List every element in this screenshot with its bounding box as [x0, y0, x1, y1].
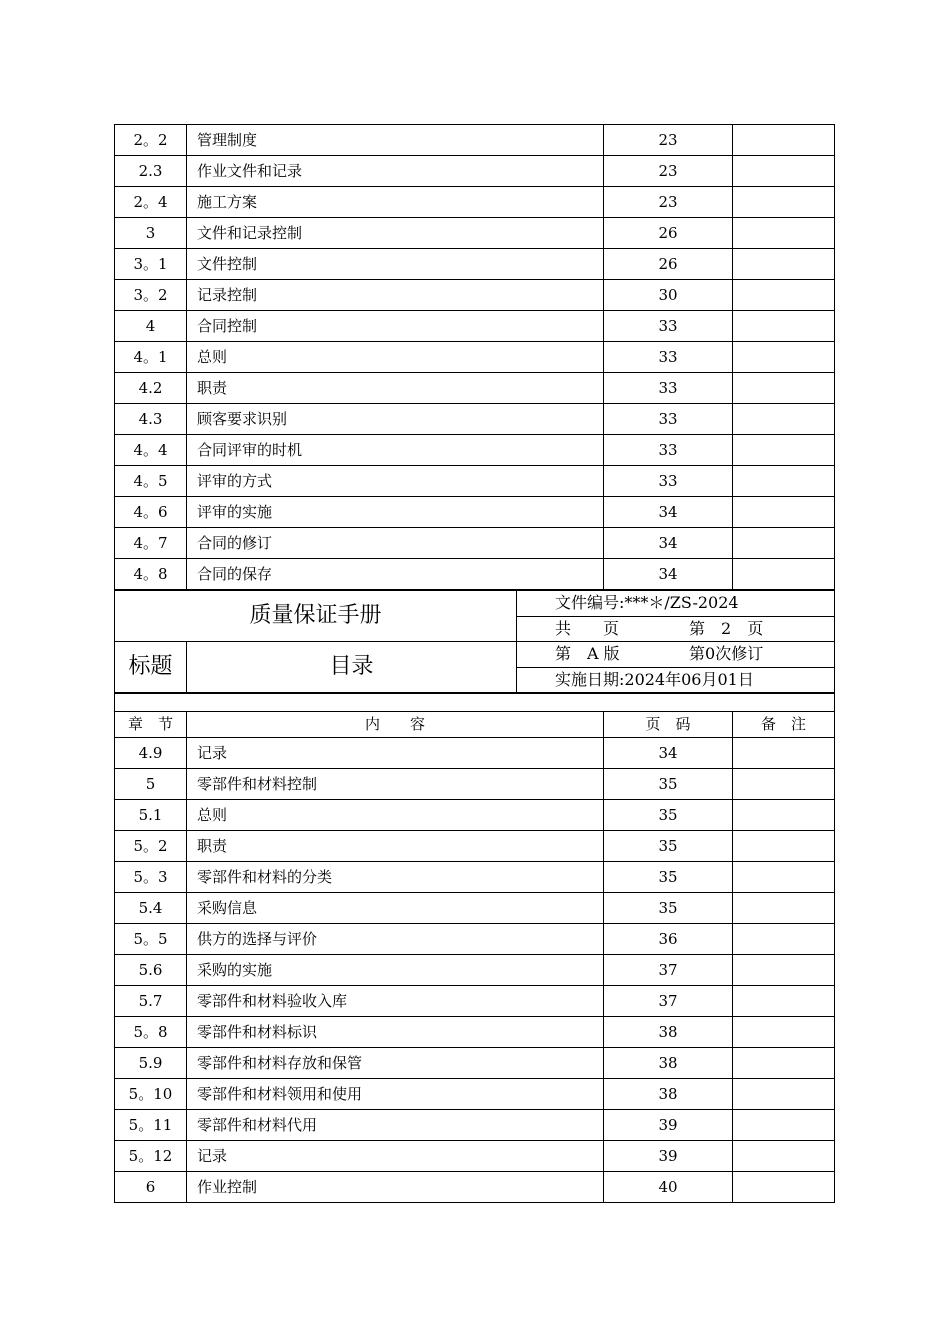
toc-page: 38	[604, 1079, 733, 1110]
spacer-row	[115, 694, 835, 712]
toc-page: 26	[604, 218, 733, 249]
toc-chapter: 5。12	[115, 1141, 187, 1172]
toc-chapter: 5.7	[115, 986, 187, 1017]
toc-chapter: 4。7	[115, 528, 187, 559]
toc-chapter: 2。2	[115, 125, 187, 156]
toc-note	[733, 466, 835, 497]
toc-row	[115, 528, 835, 559]
toc-row	[115, 1172, 835, 1203]
toc-chapter: 5	[115, 769, 187, 800]
column-header-page: 页 码	[604, 712, 733, 738]
toc-content: 作业文件和记录	[187, 156, 604, 187]
toc-page: 33	[604, 373, 733, 404]
edition-cell	[517, 642, 835, 668]
toc-content: 总则	[187, 342, 604, 373]
toc-chapter: 5。2	[115, 831, 187, 862]
toc-content: 零部件和材料领用和使用	[187, 1079, 604, 1110]
toc-chapter: 4。4	[115, 435, 187, 466]
toc-page: 33	[604, 342, 733, 373]
toc-page: 37	[604, 986, 733, 1017]
toc-page: 34	[604, 528, 733, 559]
toc-row	[115, 280, 835, 311]
toc-chapter: 4。1	[115, 342, 187, 373]
toc-row	[115, 125, 835, 156]
toc-page: 30	[604, 280, 733, 311]
toc-chapter: 2。4	[115, 187, 187, 218]
toc-note	[733, 125, 835, 156]
toc-row	[115, 249, 835, 280]
toc-note	[733, 1141, 835, 1172]
edition: 第 A 版	[555, 644, 620, 663]
revision: 第0次修订	[689, 644, 764, 663]
manual-title: 质量保证手册	[115, 591, 517, 642]
toc-chapter: 4。5	[115, 466, 187, 497]
toc-note	[733, 1110, 835, 1141]
toc-row	[115, 1141, 835, 1172]
toc-content: 供方的选择与评价	[187, 924, 604, 955]
toc-content: 总则	[187, 800, 604, 831]
toc-chapter: 5.6	[115, 955, 187, 986]
toc-content: 顾客要求识别	[187, 404, 604, 435]
toc-chapter: 5.1	[115, 800, 187, 831]
toc-page: 40	[604, 1172, 733, 1203]
toc-note	[733, 769, 835, 800]
toc-content: 文件和记录控制	[187, 218, 604, 249]
toc-note	[733, 831, 835, 862]
toc-content: 合同控制	[187, 311, 604, 342]
toc-content: 合同的修订	[187, 528, 604, 559]
toc-page: 33	[604, 311, 733, 342]
toc-page: 35	[604, 831, 733, 862]
toc-row	[115, 373, 835, 404]
toc-page: 34	[604, 497, 733, 528]
toc-row	[115, 466, 835, 497]
toc-top-body	[115, 125, 835, 590]
toc-note	[733, 1048, 835, 1079]
toc-content: 零部件和材料控制	[187, 769, 604, 800]
toc-page: 35	[604, 862, 733, 893]
toc-content: 合同的保存	[187, 559, 604, 590]
toc-row	[115, 862, 835, 893]
toc-page: 39	[604, 1141, 733, 1172]
page-count-cell	[517, 616, 835, 642]
effective-date: 实施日期:2024年06月01日	[517, 667, 835, 693]
toc-note	[733, 738, 835, 769]
toc-note	[733, 497, 835, 528]
toc-chapter: 4	[115, 311, 187, 342]
toc-note	[733, 156, 835, 187]
toc-note	[733, 373, 835, 404]
toc-chapter: 5。11	[115, 1110, 187, 1141]
toc-bottom-body	[115, 738, 835, 1203]
toc-content: 记录	[187, 1141, 604, 1172]
toc-content: 零部件和材料的分类	[187, 862, 604, 893]
document-header	[114, 590, 835, 693]
column-header-content: 内 容	[187, 712, 604, 738]
toc-row	[115, 342, 835, 373]
toc-note	[733, 218, 835, 249]
toc-table-bottom	[114, 693, 835, 1203]
toc-row	[115, 311, 835, 342]
page-number: 第 2 页	[689, 618, 764, 638]
toc-content: 记录控制	[187, 280, 604, 311]
column-header-chapter: 章 节	[115, 712, 187, 738]
toc-content: 采购信息	[187, 893, 604, 924]
column-header-note: 备 注	[733, 712, 835, 738]
toc-chapter: 5。8	[115, 1017, 187, 1048]
toc-row	[115, 1048, 835, 1079]
toc-page: 33	[604, 435, 733, 466]
toc-note	[733, 1079, 835, 1110]
toc-row	[115, 559, 835, 590]
toc-page: 36	[604, 924, 733, 955]
column-header-row	[115, 712, 835, 738]
toc-row	[115, 769, 835, 800]
toc-note	[733, 528, 835, 559]
toc-chapter: 3。1	[115, 249, 187, 280]
toc-chapter: 5。5	[115, 924, 187, 955]
toc-row	[115, 893, 835, 924]
toc-page: 38	[604, 1048, 733, 1079]
toc-note	[733, 280, 835, 311]
toc-row	[115, 497, 835, 528]
toc-content: 零部件和材料验收入库	[187, 986, 604, 1017]
toc-content: 零部件和材料标识	[187, 1017, 604, 1048]
toc-note	[733, 893, 835, 924]
toc-row	[115, 1017, 835, 1048]
toc-chapter: 3	[115, 218, 187, 249]
toc-content: 管理制度	[187, 125, 604, 156]
toc-content: 记录	[187, 738, 604, 769]
section-title: 目录	[187, 642, 517, 693]
toc-row	[115, 435, 835, 466]
toc-page: 39	[604, 1110, 733, 1141]
toc-content: 作业控制	[187, 1172, 604, 1203]
toc-chapter: 6	[115, 1172, 187, 1203]
toc-page: 35	[604, 893, 733, 924]
toc-note	[733, 187, 835, 218]
toc-page: 38	[604, 1017, 733, 1048]
toc-chapter: 4.3	[115, 404, 187, 435]
toc-content: 职责	[187, 831, 604, 862]
toc-page: 35	[604, 769, 733, 800]
toc-note	[733, 404, 835, 435]
toc-page: 23	[604, 187, 733, 218]
toc-note	[733, 1017, 835, 1048]
toc-chapter: 4。6	[115, 497, 187, 528]
total-pages: 共 页	[555, 618, 620, 638]
toc-content: 评审的实施	[187, 497, 604, 528]
toc-chapter: 3。2	[115, 280, 187, 311]
toc-chapter: 4。8	[115, 559, 187, 590]
toc-page: 34	[604, 738, 733, 769]
toc-row	[115, 1079, 835, 1110]
toc-content: 合同评审的时机	[187, 435, 604, 466]
toc-page: 23	[604, 125, 733, 156]
toc-chapter: 5。3	[115, 862, 187, 893]
toc-row	[115, 156, 835, 187]
toc-note	[733, 924, 835, 955]
toc-page: 34	[604, 559, 733, 590]
toc-chapter: 2.3	[115, 156, 187, 187]
toc-page: 37	[604, 955, 733, 986]
toc-page: 35	[604, 800, 733, 831]
toc-note	[733, 955, 835, 986]
toc-chapter: 4.2	[115, 373, 187, 404]
toc-note	[733, 559, 835, 590]
toc-row	[115, 955, 835, 986]
doc-number: 文件编号:***＊/ZS-2024	[517, 591, 835, 617]
toc-row	[115, 404, 835, 435]
toc-note	[733, 1172, 835, 1203]
toc-note	[733, 862, 835, 893]
document-sheet	[114, 124, 834, 1203]
toc-content: 采购的实施	[187, 955, 604, 986]
toc-note	[733, 435, 835, 466]
toc-table-top	[114, 124, 835, 590]
toc-chapter: 5.9	[115, 1048, 187, 1079]
toc-page: 33	[604, 404, 733, 435]
toc-note	[733, 342, 835, 373]
toc-row	[115, 924, 835, 955]
toc-row	[115, 187, 835, 218]
toc-note	[733, 800, 835, 831]
toc-note	[733, 249, 835, 280]
toc-row	[115, 800, 835, 831]
toc-content: 职责	[187, 373, 604, 404]
toc-content: 施工方案	[187, 187, 604, 218]
toc-content: 评审的方式	[187, 466, 604, 497]
toc-row	[115, 986, 835, 1017]
toc-note	[733, 311, 835, 342]
toc-page: 33	[604, 466, 733, 497]
title-label: 标题	[115, 642, 187, 693]
toc-chapter: 4.9	[115, 738, 187, 769]
toc-content: 零部件和材料代用	[187, 1110, 604, 1141]
toc-row	[115, 738, 835, 769]
toc-content: 文件控制	[187, 249, 604, 280]
toc-content: 零部件和材料存放和保管	[187, 1048, 604, 1079]
toc-row	[115, 1110, 835, 1141]
toc-chapter: 5。10	[115, 1079, 187, 1110]
toc-page: 26	[604, 249, 733, 280]
toc-row	[115, 218, 835, 249]
toc-row	[115, 831, 835, 862]
toc-note	[733, 986, 835, 1017]
toc-chapter: 5.4	[115, 893, 187, 924]
toc-page: 23	[604, 156, 733, 187]
